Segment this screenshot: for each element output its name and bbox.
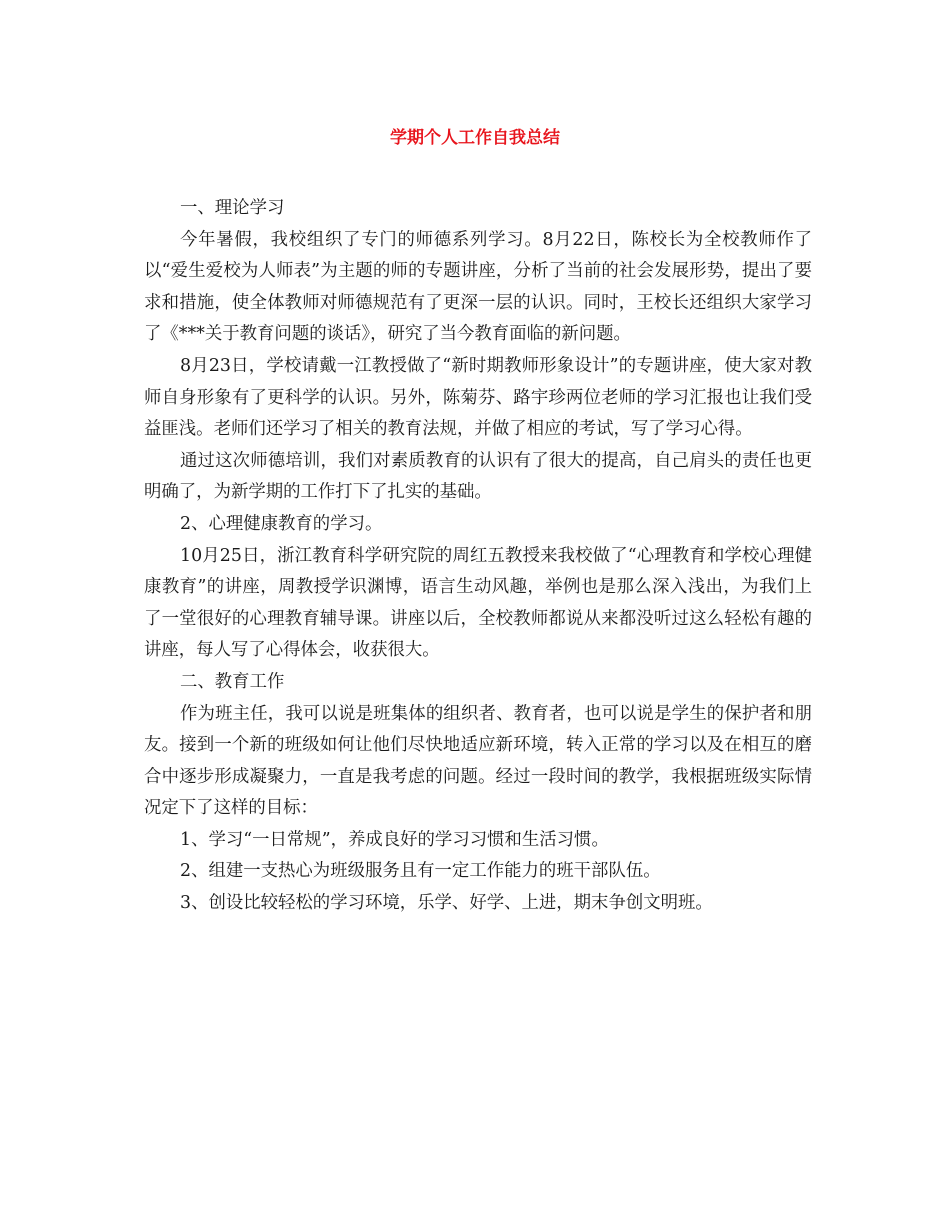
paragraph-mental-health-lecture: 10月25日，浙江教育科学研究院的周红五教授来我校做了“心理教育和学校心理健康教育”的讲座，周教授学识渊博，语言生动风趣，举例也是那么深入浅出，为我们上了一堂很好的心理教育辅导课。讲座以后，全校教师都说从来都没听过这么轻松有趣的讲座，每人写了心得体会，收获很大。 (144, 545, 812, 661)
paragraph-summer-ethics-study: 今年暑假，我校组织了专门的师德系列学习。8月22日，陈校长为全校教师作了以“爱生爱校为人师表”为主题的师的专题讲座，分析了当前的社会发展形势，提出了要求和措施，使全体教师对师德规范有了更深一层的认识。同时，王校长还组织大家学习了《***关于教育问题的谈话》，研究了当今教育面临的新问题。 (144, 229, 812, 345)
list-item-goal-2: 2、组建一支热心为班级服务且有一定工作能力的班干部队伍。 (180, 861, 661, 882)
paragraph-teacher-image-lecture: 8月23日，学校请戴一江教授做了“新时期教师形象设计”的专题讲座，使大家对教师自身形象有了更科学的认识。另外，陈菊芬、路宇珍两位老师的学习汇报也让我们受益匪浅。老师们还学习了相关的教育法规，并做了相应的考试，写了学习心得。 (144, 355, 812, 440)
list-item-goal-3: 3、创设比较轻松的学习环境，乐学、好学、上进，期末争创文明班。 (180, 893, 713, 914)
paragraph-training-outcome: 通过这次师德培训，我们对素质教育的认识有了很大的提高，自己肩头的责任也更明确了，为新学期的工作打下了扎实的基础。 (144, 450, 812, 503)
document-body (144, 193, 812, 920)
section-heading-theory-study: 一、理论学习 (180, 198, 285, 218)
paragraph-class-teacher-role: 作为班主任，我可以说是班集体的组织者、教育者，也可以说是学生的保护者和朋友。接到一个新的班级如何让他们尽快地适应新环境，转入正常的学习以及在相互的磨合中逐步形成凝聚力，一直是我考虑的问题。经过一段时间的教学，我根据班级实际情况定下了这样的目标： (144, 703, 812, 819)
subheading-mental-health: 2、心理健康教育的学习。 (180, 513, 383, 534)
list-item-goal-1: 1、学习“一日常规”，养成良好的学习习惯和生活习惯。 (180, 829, 609, 850)
section-heading-education-work: 二、教育工作 (180, 671, 285, 692)
page-title: 学期个人工作自我总结 (390, 128, 560, 148)
